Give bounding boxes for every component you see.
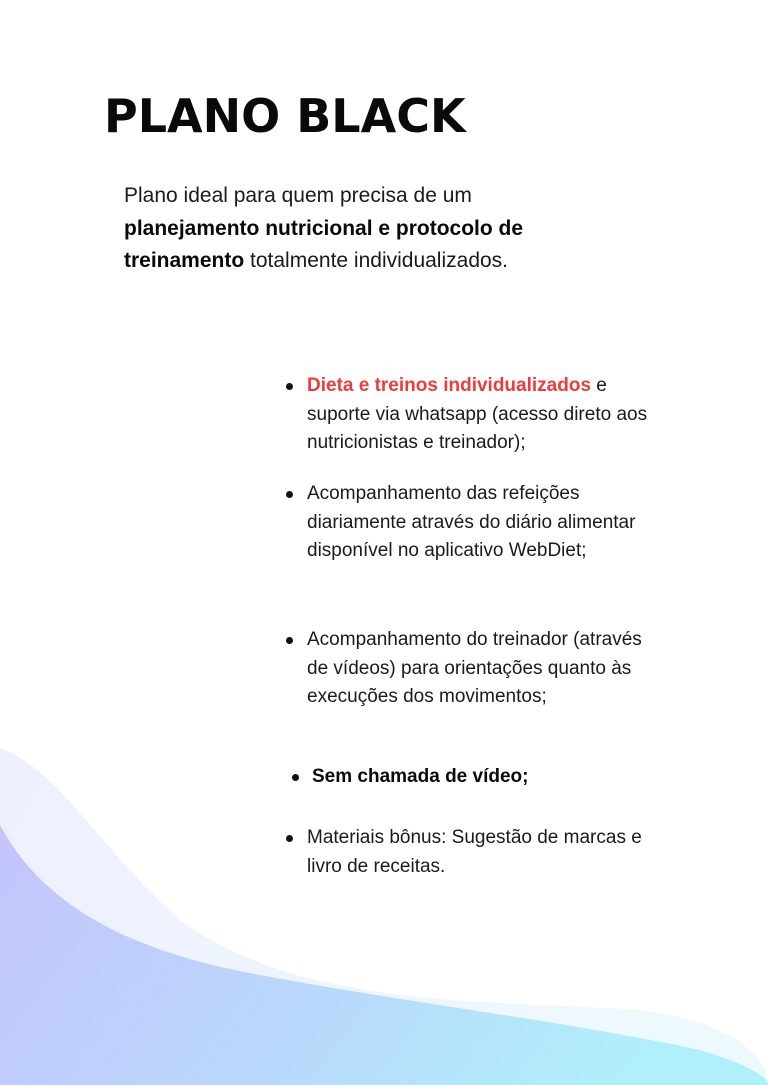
list-item <box>286 626 656 712</box>
bullet-icon <box>286 383 293 390</box>
bullet-icon <box>286 835 293 842</box>
description-text: Plano ideal para quem precisa de um <box>124 184 472 207</box>
bullet-icon <box>286 491 293 498</box>
page-title: PLANO BLACK <box>104 89 466 143</box>
feature-text: Acompanhamento do treinador (através de vídeos) para orientações quanto às execuções dos movimentos; <box>307 629 642 707</box>
feature-text: Materiais bônus: Sugestão de marcas e livro de receitas. <box>307 827 642 877</box>
feature-text: Sem chamada de vídeo; <box>312 766 529 787</box>
list-item-text <box>307 372 656 458</box>
list-item <box>286 480 656 566</box>
feature-text: Acompanhamento das refeições diariamente através do diário alimentar disponível no aplicativo WebDiet; <box>307 483 636 561</box>
feature-text: e suporte via whatsapp (acesso direto aos nutricionistas e treinador); <box>307 375 648 453</box>
description-text-end: totalmente individualizados. <box>244 249 509 272</box>
bullet-icon <box>292 774 299 781</box>
plan-description <box>124 180 554 278</box>
bullet-icon <box>286 637 293 644</box>
description-emphasis: planejamento nutricional e protocolo de treinamento <box>124 216 524 272</box>
feature-highlight: Dieta e treinos individualizados <box>307 375 592 396</box>
list-item <box>286 763 656 792</box>
list-item <box>286 824 656 881</box>
list-item <box>286 372 656 458</box>
